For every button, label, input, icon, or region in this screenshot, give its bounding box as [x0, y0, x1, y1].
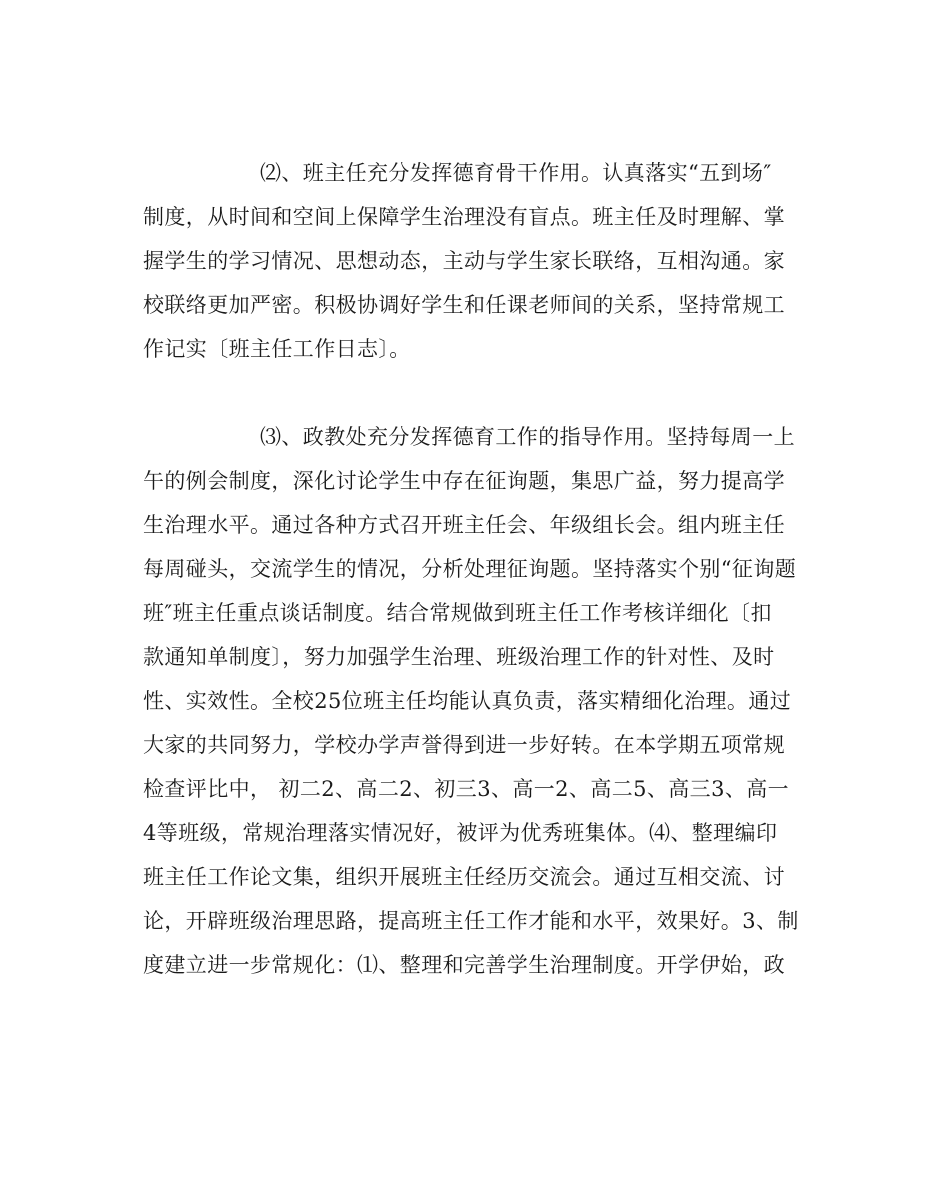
paragraph-2-line-11: 班主任工作论文集，组织开展班主任经历交流会。通过互相交流、讨: [143, 865, 785, 889]
paragraph-2-line-3: 生治理水平。通过各种方式召开班主任会、年级组长会。组内班主任: [143, 513, 785, 537]
paragraph-2-line-8: 大家的共同努力，学校办学声誉得到进一步好转。在本学期五项常规: [143, 733, 785, 757]
paragraph-2-line-12: 论，开辟班级治理思路，提高班主任工作才能和水平，效果好。3、制: [143, 909, 799, 933]
paragraph-2-line-1: ⑶、政教处充分发挥德育工作的指导作用。坚持每周一上: [260, 425, 795, 449]
paragraph-1-line-2: 制度，从时间和空间上保障学生治理没有盲点。班主任及时理解、掌: [143, 205, 785, 229]
paragraph-2-line-4: 每周碰头，交流学生的情况，分析处理征询题。坚持落实个别“征询题: [143, 557, 797, 581]
paragraph-2-line-5: 班″班主任重点谈话制度。结合常规做到班主任工作考核详细化〔扣: [143, 601, 772, 625]
paragraph-1-line-4: 校联络更加严密。积极协调好学生和任课老师间的关系，坚持常规工: [143, 293, 785, 317]
paragraph-2-line-13: 度建立进一步常规化：⑴、整理和完善学生治理制度。开学伊始，政: [143, 953, 785, 977]
paragraph-2-line-7: 性、实效性。全校25位班主任均能认真负责，落实精细化治理。通过: [143, 689, 792, 713]
paragraph-2-line-6: 款通知单制度〕，努力加强学生治理、班级治理工作的针对性、及时: [143, 645, 775, 669]
paragraph-2-line-9: 检查评比中， 初二2、高二2、初三3、高一2、高二5、高三3、高一: [143, 777, 790, 801]
paragraph-2-line-10: 4等班级，常规治理落实情况好，被评为优秀班集体。⑷、整理编印: [143, 821, 778, 845]
paragraph-1-line-5: 作记实〔班主任工作日志〕。: [143, 337, 411, 361]
paragraph-1-line-3: 握学生的学习情况、思想动态，主动与学生家长联络，互相沟通。家: [143, 249, 785, 273]
paragraph-2-line-2: 午的例会制度，深化讨论学生中存在征询题，集思广益，努力提高学: [143, 469, 785, 493]
paragraph-1-line-1: ⑵、班主任充分发挥德育骨干作用。认真落实“五到场″: [260, 161, 772, 185]
